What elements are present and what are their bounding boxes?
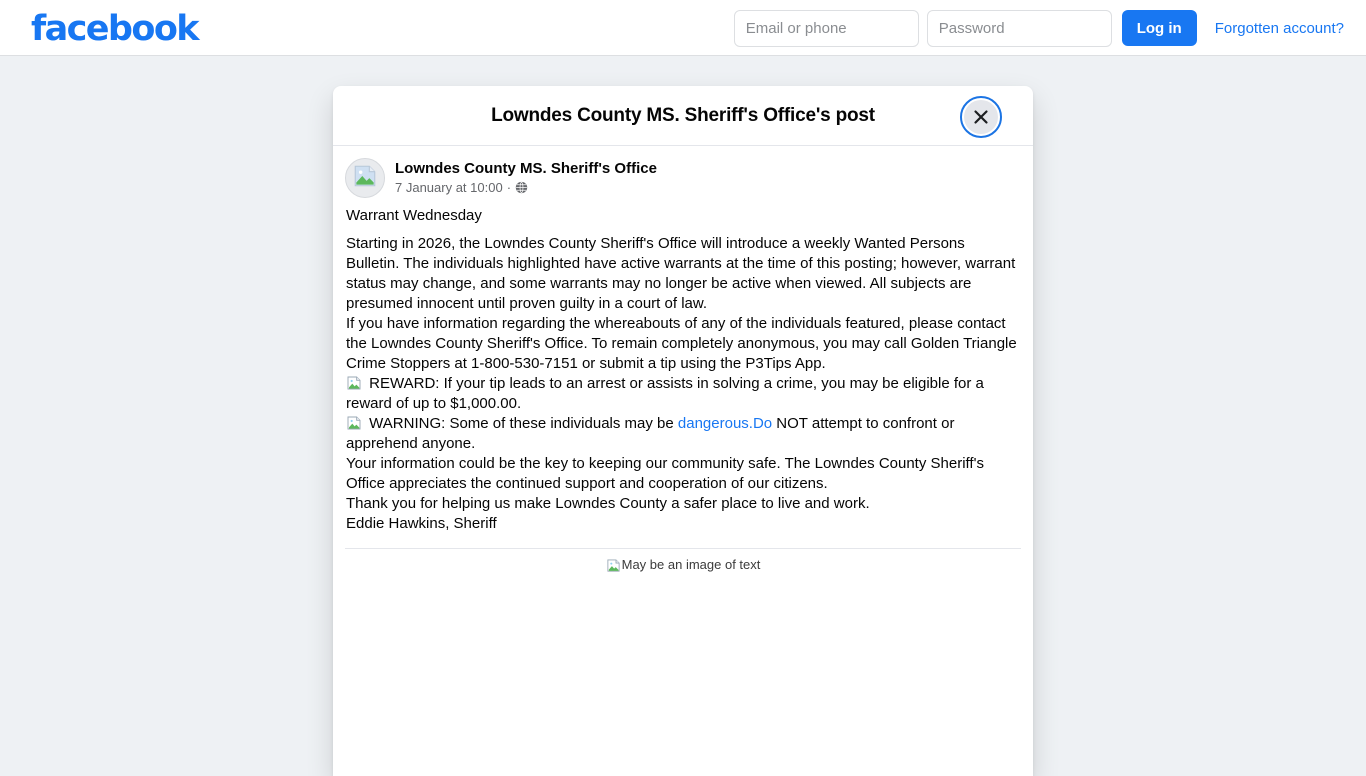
- facebook-top-bar: [0, 0, 1366, 56]
- close-button[interactable]: [964, 100, 998, 134]
- email-or-phone-input[interactable]: [734, 10, 919, 47]
- password-input[interactable]: [927, 10, 1112, 47]
- broken-image-icon-warning: [346, 415, 362, 431]
- dangerous-link[interactable]: dangerous.Do: [677, 415, 773, 432]
- post-reward-line: [346, 374, 1020, 414]
- page-name[interactable]: Lowndes County MS. Sheriff's Office: [395, 160, 657, 177]
- broken-image-icon-reward: [346, 375, 362, 391]
- facebook-logo[interactable]: facebook: [31, 9, 198, 49]
- post-signature: Eddie Hawkins, Sheriff: [346, 515, 497, 532]
- separator-dot: ·: [506, 180, 512, 195]
- broken-image-icon: [352, 163, 378, 194]
- post-message: [345, 206, 1021, 534]
- post-warning-line: [346, 414, 1020, 454]
- warning-prefix-text: WARNING: Some of these individuals may be: [365, 415, 678, 432]
- broken-image-icon-attachment: [606, 558, 621, 573]
- login-form: [734, 0, 1356, 56]
- post-content: [333, 146, 1033, 578]
- globe-icon[interactable]: [515, 181, 528, 194]
- post-paragraph-4: Thank you for helping us make Lowndes County a safer place to live and work.: [346, 495, 870, 512]
- post-paragraph-2: If you have information regarding the whereabouts of any of the individuals featured, please contact the Lowndes County Sheriff's Office. To remain completely anonymous, you may call Golden Triangle Crime Stoppers at 1-800-530-7151 or submit a tip using the P3Tips App.: [346, 315, 1017, 372]
- post-modal-dialog: [333, 86, 1033, 776]
- post-timestamp[interactable]: 7 January at 10:00: [395, 180, 503, 195]
- post-author-meta: [395, 158, 657, 195]
- avatar[interactable]: [345, 158, 385, 198]
- post-paragraph-3: Your information could be the key to keeping our community safe. The Lowndes County Sheriff's Office appreciates the continued support and cooperation of our citizens.: [346, 455, 984, 492]
- post-timestamp-row: [395, 180, 657, 195]
- post-paragraph-1: Starting in 2026, the Lowndes County Sheriff's Office will introduce a weekly Wanted Persons Bulletin. The individuals highlighted have active warrants at the time of this posting; however, warrant status may change, and some warrants may no longer be active when viewed. All subjects are presumed innocent until proven guilty in a court of law.: [346, 235, 1016, 312]
- close-icon: [973, 109, 989, 125]
- attachment-broken-image[interactable]: [606, 557, 761, 573]
- post-heading: Warrant Wednesday: [346, 207, 482, 224]
- post-author-row: [345, 158, 1021, 198]
- warning-suffix-text: NOT attempt to confront or apprehend anyone.: [346, 415, 955, 452]
- attachment-alt-text: May be an image of text: [621, 557, 761, 572]
- modal-header: [333, 86, 1033, 146]
- modal-title: Lowndes County MS. Sheriff's Office's post: [491, 104, 875, 126]
- log-in-button[interactable]: Log in: [1122, 10, 1197, 46]
- post-attachment: [345, 549, 1021, 578]
- reward-text: REWARD: If your tip leads to an arrest or assists in solving a crime, you may be eligible for a reward of up to $1,000.00.: [346, 375, 984, 412]
- forgotten-account-link[interactable]: Forgotten account?: [1214, 19, 1344, 37]
- paragraph-spacer: [346, 226, 1020, 234]
